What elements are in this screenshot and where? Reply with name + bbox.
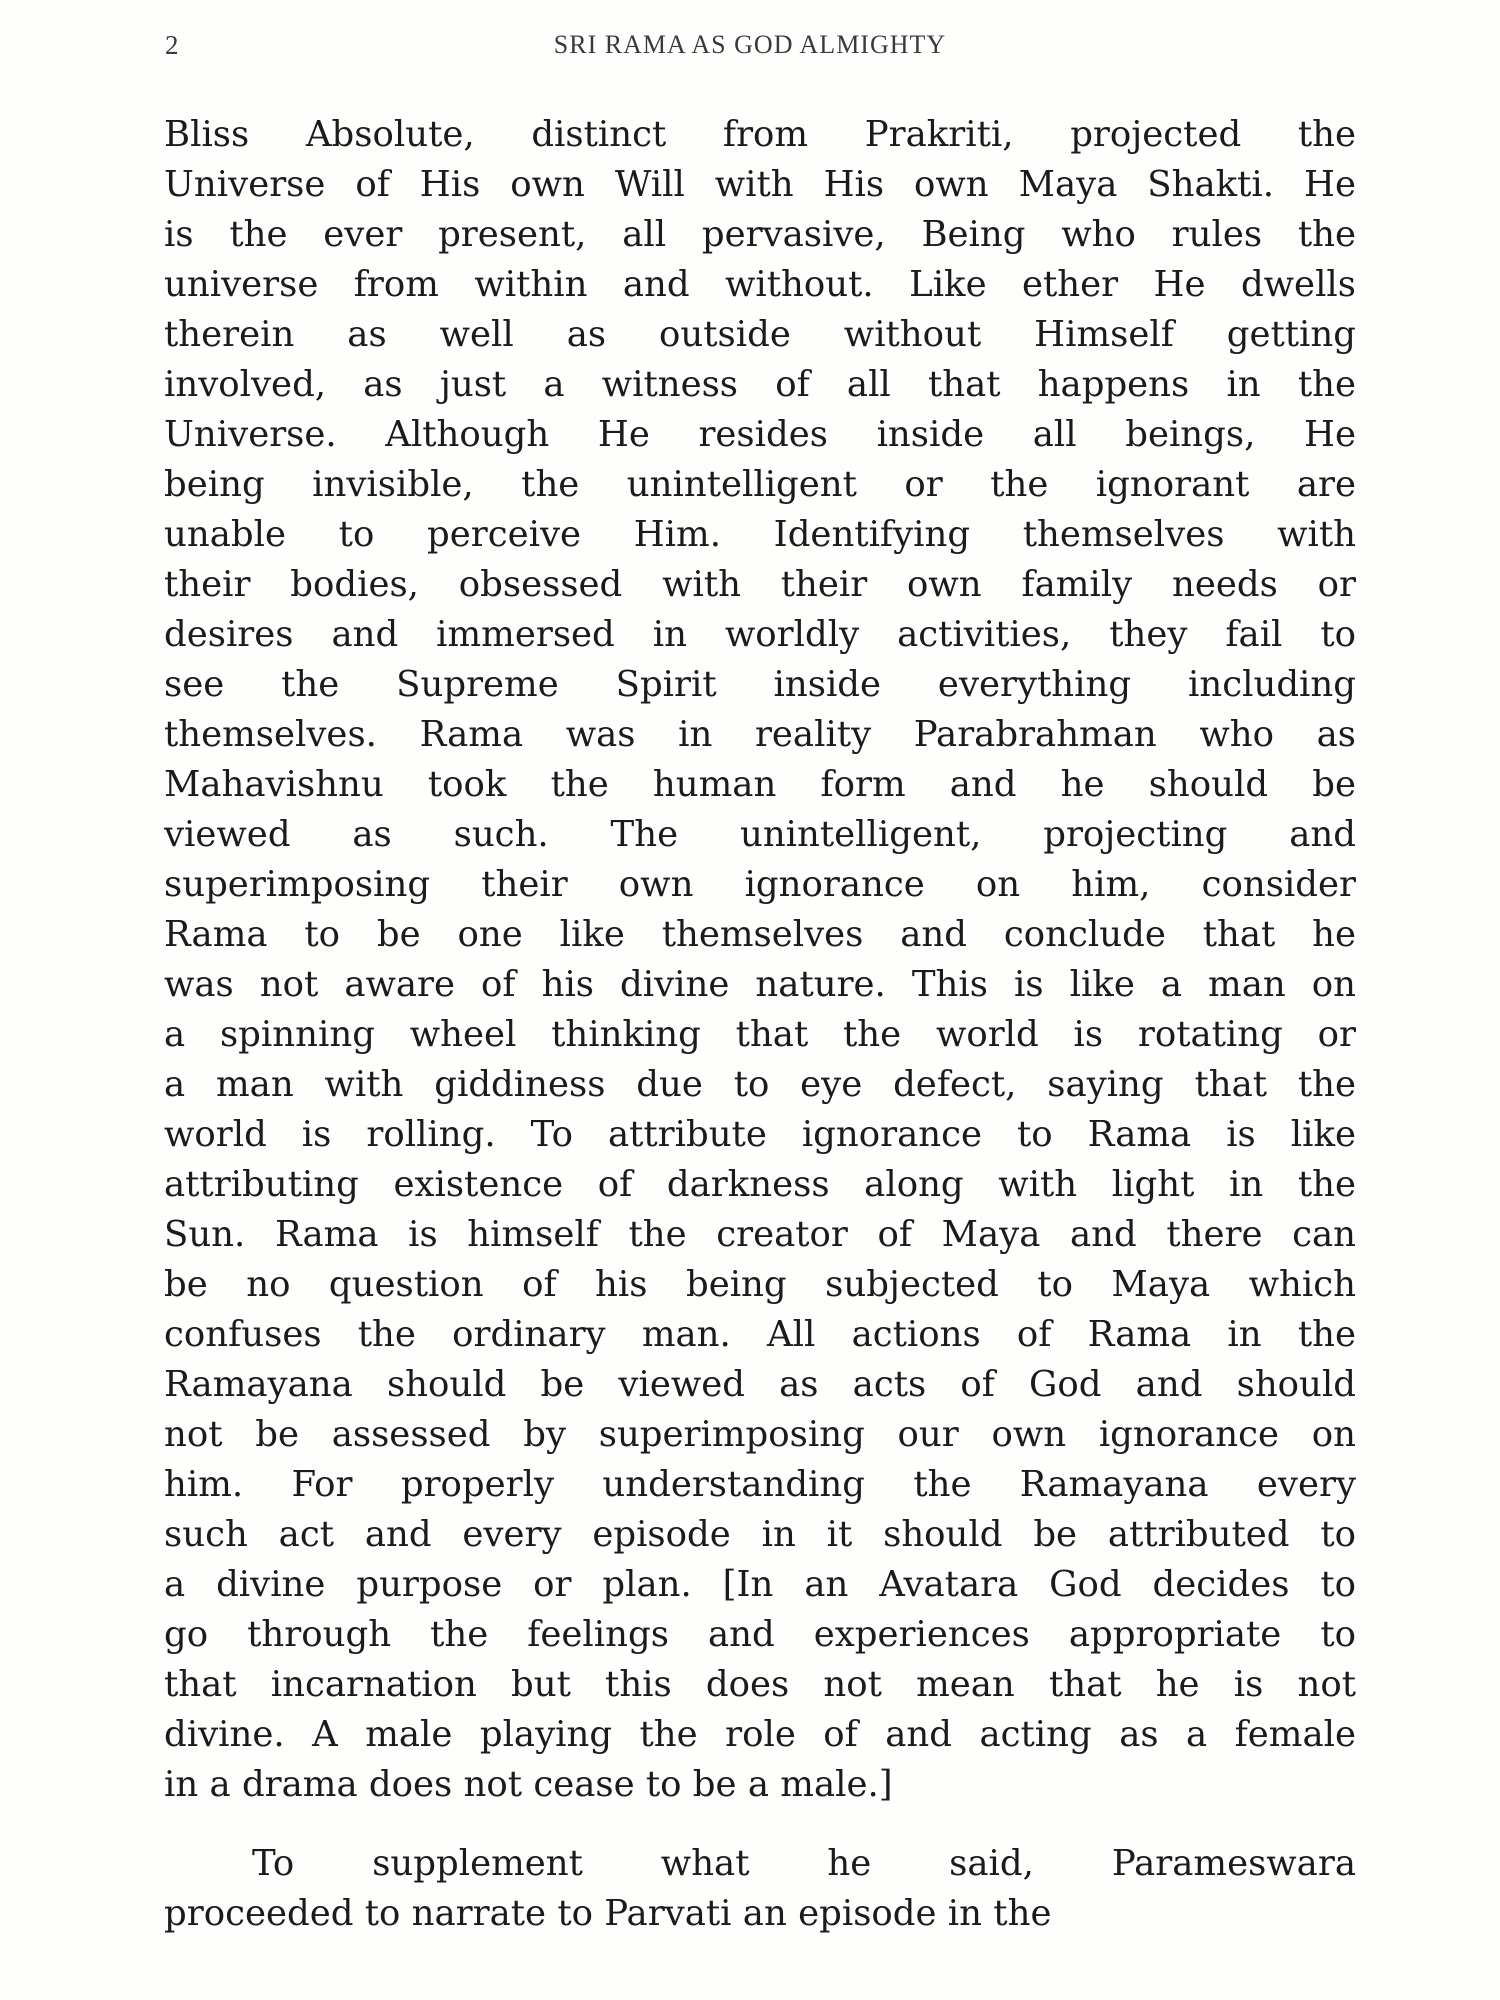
- text-line: him. For properly understanding the Ramayana every: [164, 1464, 1356, 1505]
- text-line: Sun. Rama is himself the creator of Maya and there can: [164, 1214, 1356, 1255]
- text-line: involved, as just a witness of all that happens in the: [164, 364, 1356, 405]
- text-line: Mahavishnu took the human form and he should be: [164, 764, 1356, 805]
- text-line: To supplement what he said, Parameswara: [252, 1843, 1356, 1884]
- text-line: go through the feelings and experiences appropriate to: [164, 1614, 1356, 1655]
- text-line: Rama to be one like themselves and conclude that he: [164, 914, 1356, 955]
- text-line: Universe of His own Will with His own Maya Shakti. He: [164, 164, 1356, 205]
- paragraph-gap: [164, 1810, 1356, 1839]
- text-line: be no question of his being subjected to Maya which: [164, 1264, 1356, 1305]
- page-number: 2: [165, 30, 179, 60]
- text-line: Ramayana should be viewed as acts of God and should: [164, 1364, 1356, 1405]
- text-line: confuses the ordinary man. All actions of Rama in the: [164, 1314, 1356, 1355]
- text-line: such act and every episode in it should be attributed to: [164, 1514, 1356, 1555]
- text-line: viewed as such. The unintelligent, projecting and: [164, 814, 1356, 855]
- text-line: was not aware of his divine nature. This is like a man on: [164, 964, 1356, 1005]
- text-line: attributing existence of darkness along with light in the: [164, 1164, 1356, 1205]
- text-line: not be assessed by superimposing our own ignorance on: [164, 1414, 1356, 1455]
- text-line: superimposing their own ignorance on him, consider: [164, 864, 1356, 905]
- text-line: unable to perceive Him. Identifying themselves with: [164, 514, 1356, 555]
- text-line: Bliss Absolute, distinct from Prakriti, projected the: [164, 114, 1356, 155]
- text-line: world is rolling. To attribute ignorance to Rama is like: [164, 1114, 1356, 1155]
- text-line: themselves. Rama was in reality Parabrahman who as: [164, 714, 1356, 755]
- text-line: proceeded to narrate to Parvati an episode in the: [164, 1893, 1052, 1934]
- text-line: is the ever present, all pervasive, Being who rules the: [164, 214, 1356, 255]
- text-line: universe from within and without. Like ether He dwells: [164, 264, 1356, 305]
- text-line: desires and immersed in worldly activities, they fail to: [164, 614, 1356, 655]
- text-line: a man with giddiness due to eye defect, saying that the: [164, 1064, 1356, 1105]
- text-line: a divine purpose or plan. [In an Avatara God decides to: [164, 1564, 1356, 1605]
- text-line: being invisible, the unintelligent or the ignorant are: [164, 464, 1356, 505]
- text-line: Universe. Although He resides inside all beings, He: [164, 414, 1356, 455]
- text-line: see the Supreme Spirit inside everything including: [164, 664, 1356, 705]
- text-line: a spinning wheel thinking that the world is rotating or: [164, 1014, 1356, 1055]
- running-title: SRI RAMA AS GOD ALMIGHTY: [553, 30, 947, 59]
- text-line: their bodies, obsessed with their own family needs or: [164, 564, 1356, 605]
- text-line: that incarnation but this does not mean that he is not: [164, 1664, 1356, 1705]
- body-text: [164, 110, 1356, 1939]
- paragraph: [164, 110, 1356, 1810]
- text-line: divine. A male playing the role of and acting as a female: [164, 1714, 1356, 1755]
- text-line: therein as well as outside without Himself getting: [164, 314, 1356, 355]
- page-header: [0, 26, 1500, 66]
- text-line: in a drama does not cease to be a male.]: [164, 1764, 893, 1805]
- paragraph: [164, 1839, 1356, 1939]
